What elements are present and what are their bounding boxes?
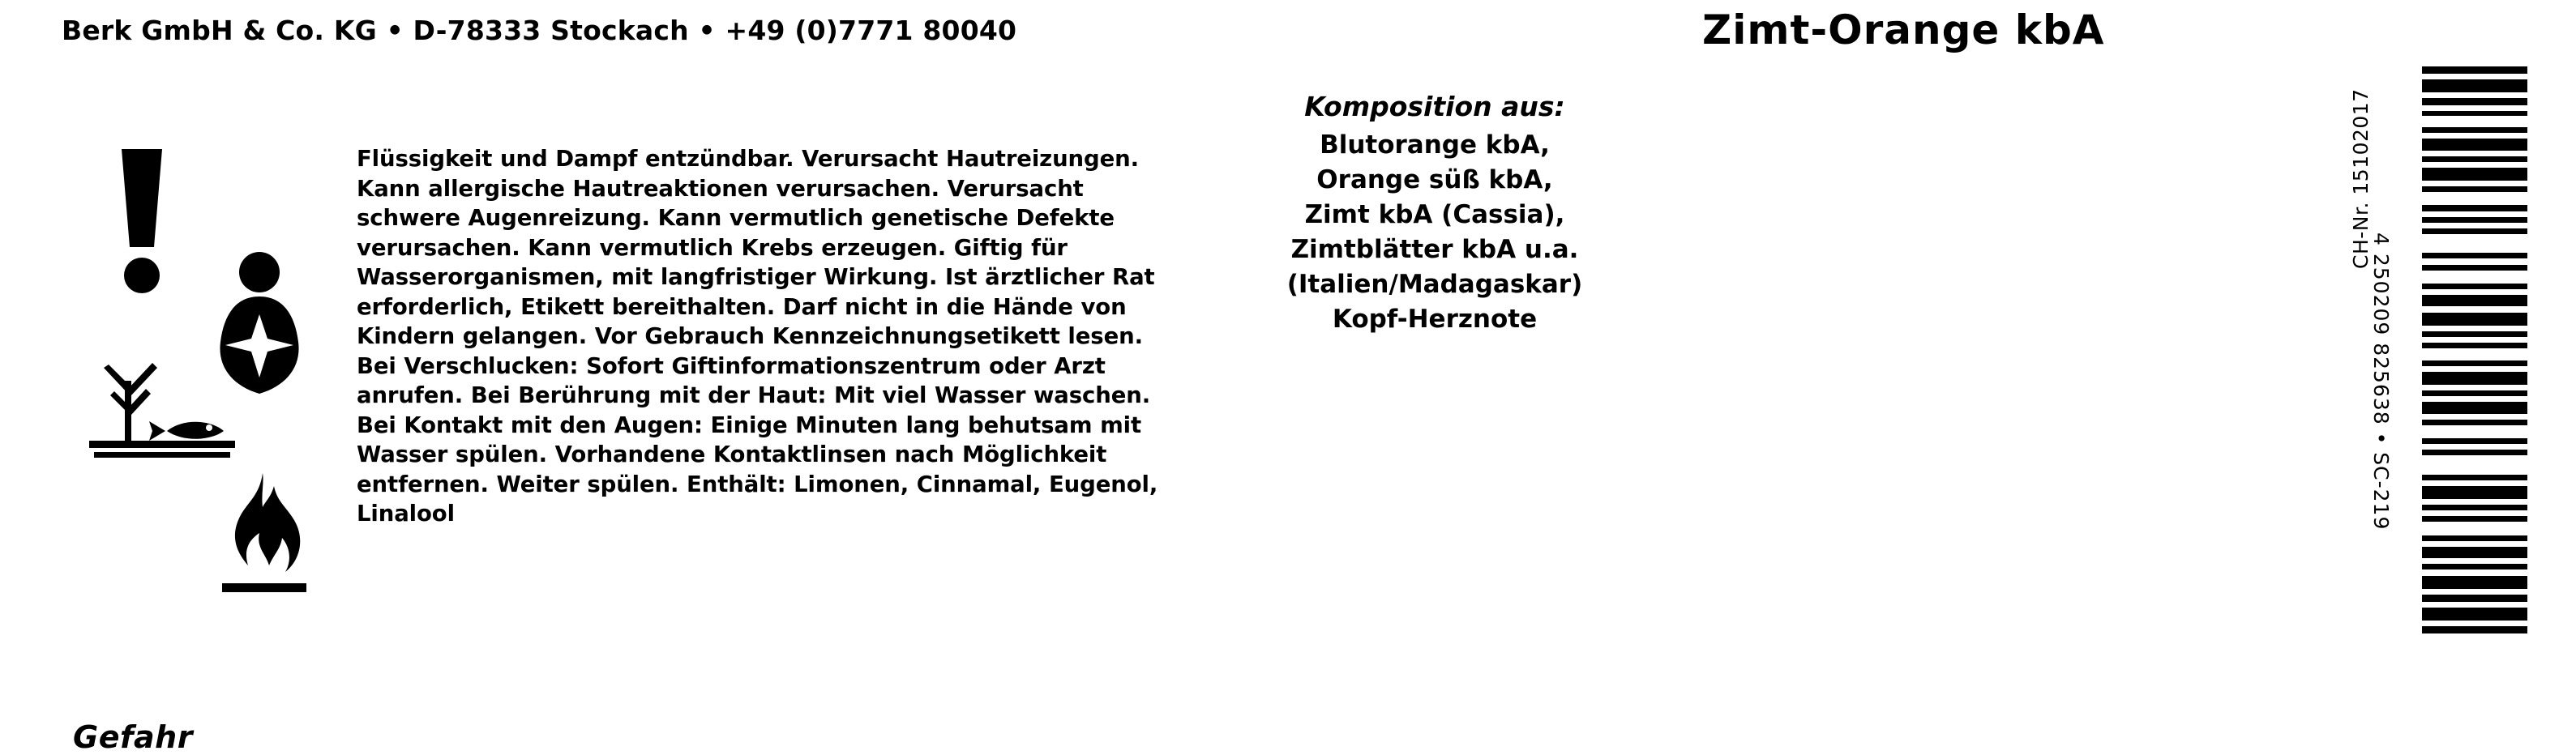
barcode-bar: [2422, 156, 2527, 162]
barcode-bar: [2422, 486, 2527, 499]
hazard-statement-text: Flüssigkeit und Dampf entzündbar. Verursacht Hautreizungen. Kann allergische Hautreaktionen verursachen. Verursacht schwere Augenreizung. Kann vermutlich genetische Defekte verursachen. Kann vermutlich Krebs erzeugen. Giftig für Wasserorganismen, mit langfristiger Wirkung. Ist ärztlicher Rat erforderlich, Etikett bereithalten. Darf nicht in die Hände von Kindern gelangen. Vor Gebrauch Kennzeichnungsetikett lesen. Bei Verschlucken: Sofort Giftinformationszentrum oder Arzt anrufen. Bei Berührung mit der Haut: Mit viel Wasser waschen. Bei Kontakt mit den Augen: Einige Minuten lang behutsam mit Wasser spülen. Vorhandene Kontaktlinsen nach Möglichkeit entfernen. Weiter spülen. Enthält: Limonen, Cinnamal, Eugenol, Linalool: [357, 146, 1158, 527]
barcode-number: 4 250209 825638 • SC-219: [2369, 232, 2393, 531]
ghs09-environment-icon: [89, 356, 235, 462]
charge-number: CH-Nr. 15102017: [2349, 88, 2373, 269]
composition-line: Zimt kbA (Cassia),: [1304, 200, 1565, 229]
barcode-bar: [2422, 265, 2527, 271]
barcode-bar: [2422, 343, 2527, 348]
barcode-bar: [2422, 313, 2527, 326]
barcode-bar: [2422, 576, 2527, 589]
barcode-bar: [2422, 438, 2527, 444]
composition-line: Blutorange kbA,: [1320, 130, 1550, 160]
barcode-bar: [2422, 626, 2527, 633]
barcode-bar: [2422, 505, 2527, 510]
barcode-bar: [2422, 295, 2527, 306]
barcode-bar: [2422, 66, 2527, 74]
barcode-bar: [2422, 516, 2527, 522]
ghs02-flame-icon: [203, 470, 324, 608]
composition-line: Zimtblätter kbA u.a.: [1290, 235, 1579, 264]
barcode-bar: [2422, 217, 2527, 223]
barcode-bar: [2422, 284, 2527, 289]
ghs-pictogram-group: [57, 138, 300, 755]
signal-word: Gefahr: [73, 719, 193, 755]
barcode-bar: [2422, 402, 2527, 413]
composition-line: Kopf-Herznote: [1332, 305, 1538, 334]
barcode-bar: [2422, 360, 2527, 366]
barcode-bar: [2422, 205, 2527, 211]
page-title: Zimt-Orange kbA: [1702, 6, 2105, 53]
barcode-block: [2334, 66, 2529, 633]
composition-block: [1175, 89, 1694, 337]
barcode-bar: [2422, 372, 2527, 385]
barcode-bar: [2422, 79, 2527, 92]
composition-line: Orange süß kbA,: [1316, 165, 1553, 194]
barcode-bar: [2422, 564, 2527, 569]
company-address-line: Berk GmbH & Co. KG • D-78333 Stockach • +49 (0)7771 80040: [62, 15, 1017, 46]
barcode-bar: [2422, 111, 2527, 115]
barcode-bar: [2422, 420, 2527, 425]
barcode-bar: [2422, 331, 2527, 337]
barcode-bar: [2422, 390, 2527, 396]
barcode-bar: [2422, 450, 2527, 455]
barcode-bar: [2422, 475, 2527, 480]
barcode-bar: [2422, 535, 2527, 541]
barcode-bar: [2422, 98, 2527, 105]
barcode-bar: [2422, 139, 2527, 150]
barcode-bar: [2422, 608, 2527, 621]
barcode-bar: [2422, 547, 2527, 558]
barcode-bars: [2422, 66, 2527, 633]
composition-heading: Komposition aus:: [1304, 91, 1565, 122]
barcode-bar: [2422, 253, 2527, 258]
barcode-bar: [2422, 228, 2527, 234]
barcode-bar: [2422, 595, 2527, 602]
barcode-bar: [2422, 186, 2527, 192]
barcode-bar: [2422, 127, 2527, 133]
composition-line: (Italien/Madagaskar): [1286, 270, 1583, 299]
barcode-bar: [2422, 168, 2527, 181]
ghs07-exclamation-mark-icon: [89, 146, 195, 300]
